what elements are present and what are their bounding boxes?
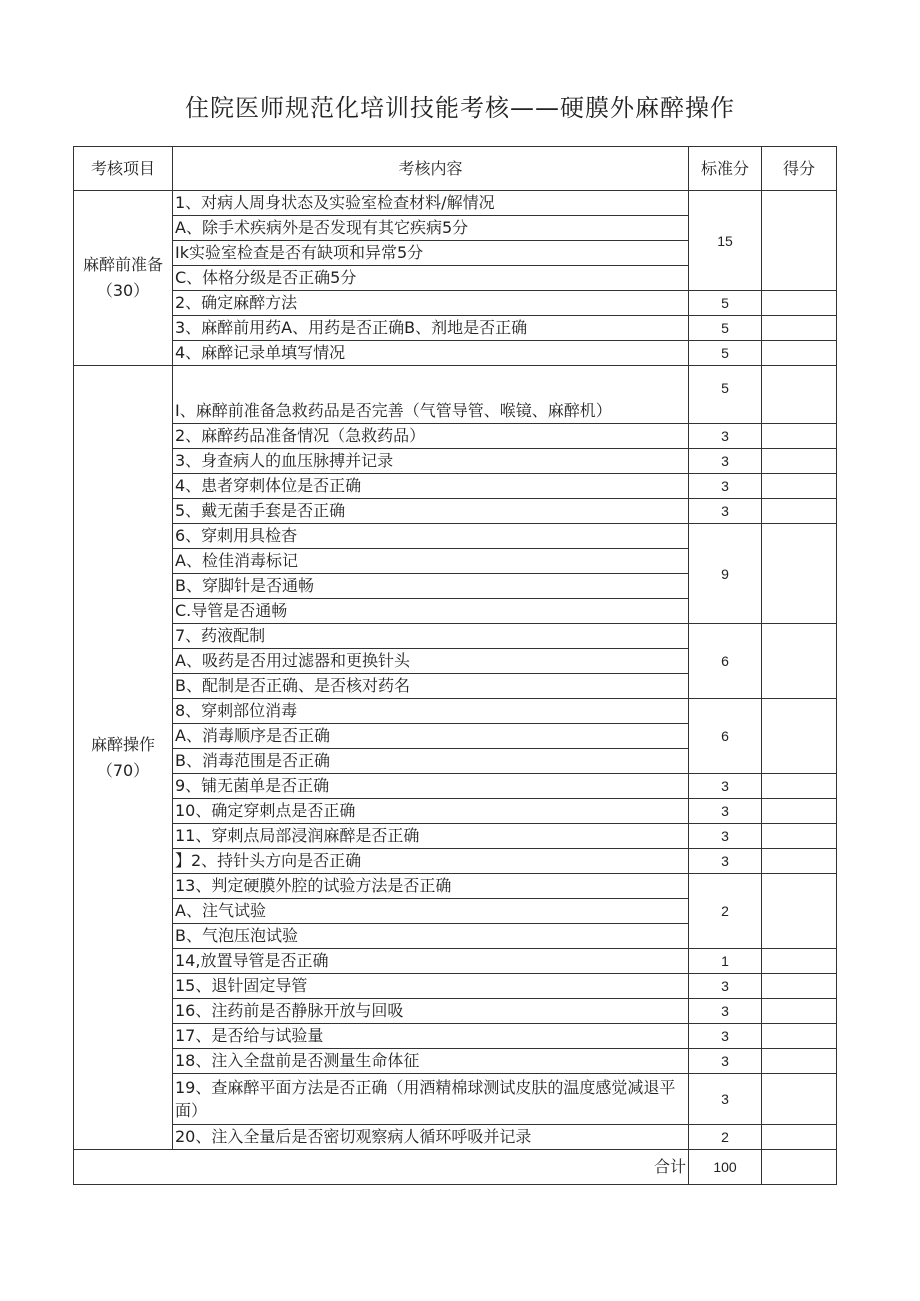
category-preparation: 麻醉前准备（30） [74, 191, 173, 366]
score-cell[interactable] [762, 1125, 837, 1150]
page-title: 住院医师规范化培训技能考核——硬膜外麻醉操作 [185, 94, 735, 122]
standard-score: 5 [689, 316, 762, 341]
standard-score: 3 [689, 824, 762, 849]
standard-score: 2 [689, 1125, 762, 1150]
standard-score: 3 [689, 849, 762, 874]
content-row: 3、身查病人的血压脉搏并记录 [173, 449, 689, 474]
header-score: 得分 [762, 147, 837, 191]
standard-score: 15 [689, 191, 762, 291]
content-row: A、除手术疾病外是否发现有其它疾病5分 [173, 216, 689, 241]
content-row: 】2、持针头方向是否正确 [173, 849, 689, 874]
content-row: I、麻醉前准备急救药品是否完善（气管导管、喉镜、麻醉机） [173, 366, 689, 424]
content-row: 14,放置导管是否正确 [173, 949, 689, 974]
score-cell[interactable] [762, 874, 837, 949]
content-row: B、配制是否正确、是否核对药名 [173, 674, 689, 699]
content-row: 1、对病人周身状态及实验室检查材料/解情况 [173, 191, 689, 216]
standard-score: 2 [689, 874, 762, 949]
score-cell[interactable] [762, 699, 837, 774]
score-cell[interactable] [762, 824, 837, 849]
standard-score: 5 [689, 341, 762, 366]
standard-score: 5 [689, 366, 762, 424]
score-cell[interactable] [762, 449, 837, 474]
score-cell[interactable] [762, 1049, 837, 1074]
standard-score: 5 [689, 291, 762, 316]
content-row: 16、注药前是否静脉开放与回吸 [173, 999, 689, 1024]
content-row: 19、查麻醉平面方法是否正确（用酒精棉球测试皮肤的温度感觉减退平面） [173, 1074, 689, 1125]
standard-score: 3 [689, 424, 762, 449]
content-row: 6、穿刺用具检杳 [173, 524, 689, 549]
content-row: A、吸药是否用过滤器和更换针头 [173, 649, 689, 674]
content-row: 10、确定穿刺点是否正确 [173, 799, 689, 824]
score-cell[interactable] [762, 474, 837, 499]
header-row [74, 147, 837, 191]
standard-score: 9 [689, 524, 762, 624]
standard-score: 3 [689, 774, 762, 799]
score-cell[interactable] [762, 524, 837, 624]
content-row: B、消毒范围是否正确 [173, 749, 689, 774]
standard-score: 6 [689, 624, 762, 699]
header-content: 考核内容 [173, 147, 689, 191]
score-cell[interactable] [762, 1024, 837, 1049]
score-cell[interactable] [762, 291, 837, 316]
content-row: 2、确定麻醉方法 [173, 291, 689, 316]
score-cell[interactable] [762, 1074, 837, 1125]
total-score-cell[interactable] [762, 1150, 837, 1185]
score-cell[interactable] [762, 774, 837, 799]
score-cell[interactable] [762, 316, 837, 341]
content-row: A、检佳消毒标记 [173, 549, 689, 574]
score-cell[interactable] [762, 949, 837, 974]
score-cell[interactable] [762, 624, 837, 699]
score-cell[interactable] [762, 499, 837, 524]
score-cell[interactable] [762, 974, 837, 999]
total-label: 合计 [74, 1150, 689, 1185]
score-cell[interactable] [762, 799, 837, 824]
standard-score: 3 [689, 974, 762, 999]
content-row: A、消毒顺序是否正确 [173, 724, 689, 749]
standard-score: 1 [689, 949, 762, 974]
content-row: C.导管是否通畅 [173, 599, 689, 624]
score-cell[interactable] [762, 999, 837, 1024]
total-row [74, 1150, 837, 1185]
score-cell[interactable] [762, 849, 837, 874]
content-row: 3、麻醉前用药A、用药是否正确B、剂地是否正确 [173, 316, 689, 341]
content-row: B、穿脚针是否通畅 [173, 574, 689, 599]
content-row: B、气泡压泡试验 [173, 924, 689, 949]
content-row: 4、麻醉记录单填写情况 [173, 341, 689, 366]
score-cell[interactable] [762, 424, 837, 449]
standard-score: 3 [689, 499, 762, 524]
standard-score: 3 [689, 449, 762, 474]
standard-score: 3 [689, 799, 762, 824]
standard-score: 3 [689, 1074, 762, 1125]
content-row: 15、退针固定导管 [173, 974, 689, 999]
content-row: 4、患者穿刺体位是否正确 [173, 474, 689, 499]
content-row: 11、穿刺点局部浸润麻醉是否正确 [173, 824, 689, 849]
score-cell[interactable] [762, 191, 837, 291]
content-row: Ik实验室检查是否有缺项和异常5分 [173, 241, 689, 266]
header-item: 考核项目 [74, 147, 173, 191]
content-row: 17、是否给与试验量 [173, 1024, 689, 1049]
category-operation: 麻醉操作（70） [74, 366, 173, 1150]
standard-score: 3 [689, 1024, 762, 1049]
standard-score: 3 [689, 999, 762, 1024]
content-row: 20、注入全量后是否密切观察病人循环呼吸并记录 [173, 1125, 689, 1150]
content-row: C、体格分级是否正确5分 [173, 266, 689, 291]
content-row: 8、穿刺部位消毒 [173, 699, 689, 724]
assessment-table [73, 146, 837, 1185]
content-row: A、注气试验 [173, 899, 689, 924]
total-value: 100 [689, 1150, 762, 1185]
score-cell[interactable] [762, 341, 837, 366]
content-row: 13、判定硬膜外腔的试验方法是否正确 [173, 874, 689, 899]
standard-score: 3 [689, 474, 762, 499]
content-row: 9、铺无菌单是否正确 [173, 774, 689, 799]
score-cell[interactable] [762, 366, 837, 424]
header-standard: 标准分 [689, 147, 762, 191]
content-row: 7、药液配制 [173, 624, 689, 649]
content-row: 18、注入全盘前是否测量生命体征 [173, 1049, 689, 1074]
standard-score: 6 [689, 699, 762, 774]
content-row: 5、戴无菌手套是否正确 [173, 499, 689, 524]
content-row: 2、麻醉药品准备情况（急救药品） [173, 424, 689, 449]
standard-score: 3 [689, 1049, 762, 1074]
